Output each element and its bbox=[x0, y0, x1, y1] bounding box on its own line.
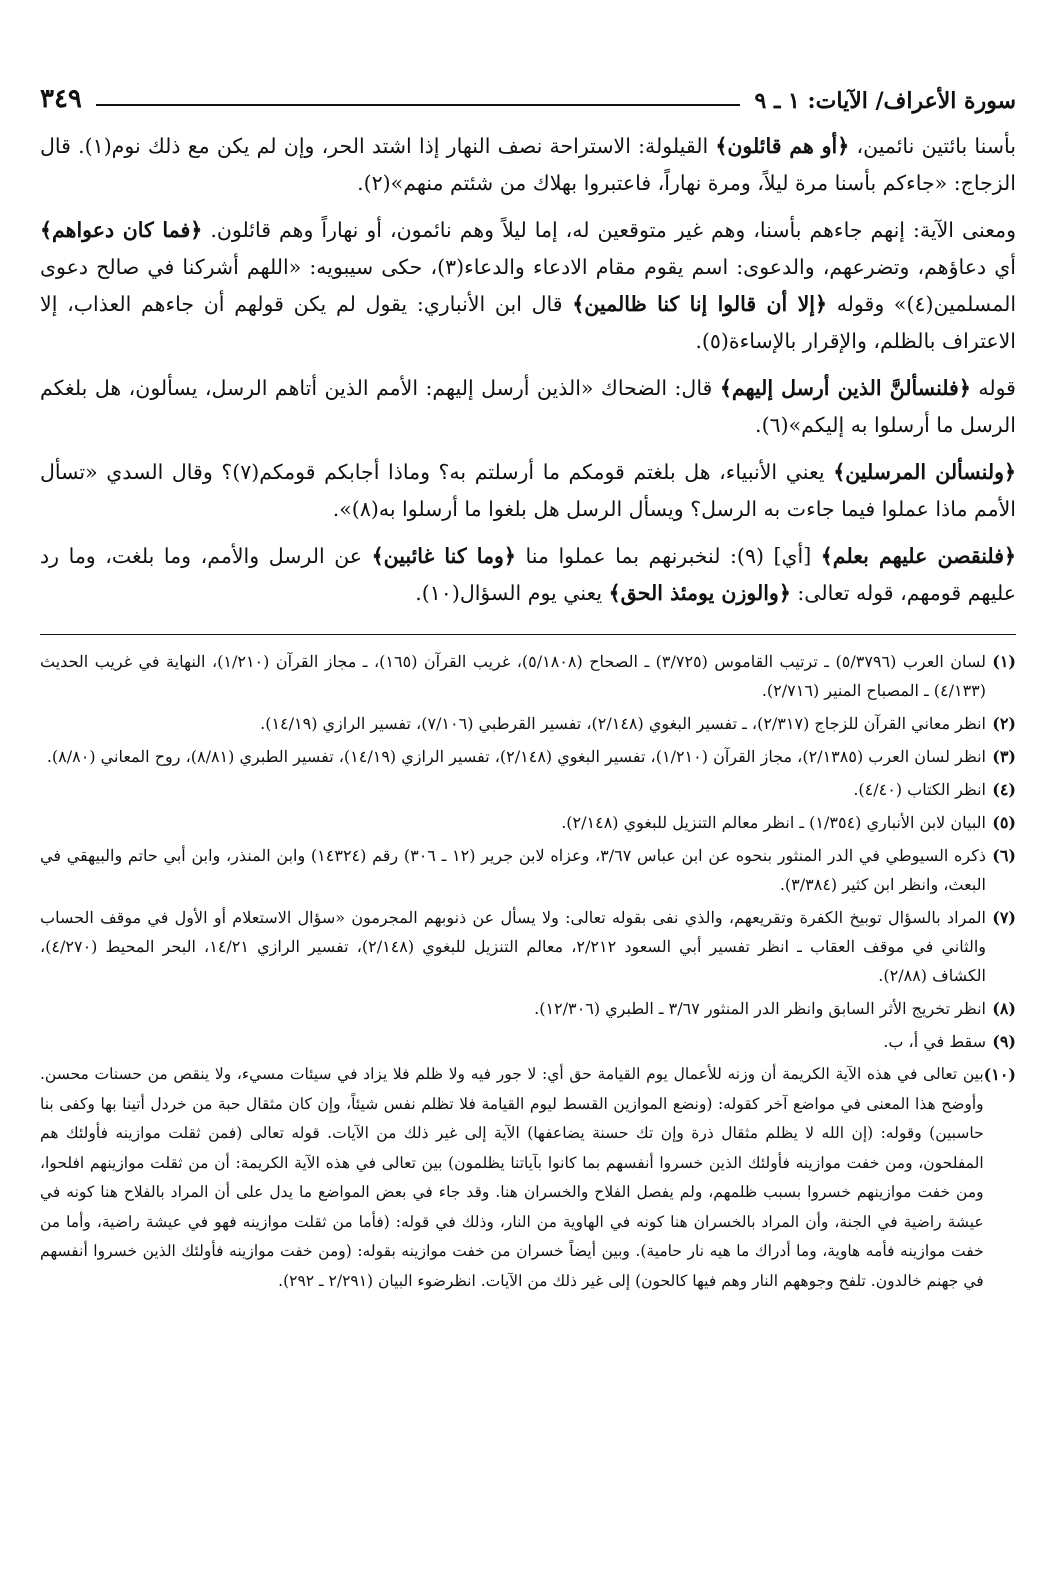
page-number: ٣٤٩ bbox=[40, 84, 82, 114]
paragraph-text: يعني يوم السؤال(١٠). bbox=[415, 581, 609, 605]
quran-quote: ﴿فلنقصن عليهم بعلم﴾ bbox=[820, 544, 1017, 568]
footnote bbox=[40, 808, 1016, 837]
footnote-number: (٤) bbox=[992, 780, 1016, 799]
footnote-text: البيان لابن الأنباري (١/٣٥٤) ـ انظر معالم التنزيل للبغوي (٢/١٤٨). bbox=[561, 813, 986, 832]
footnote-number: (٢) bbox=[992, 714, 1016, 733]
quran-quote: ﴿فلنسألنَّ الذين أرسل إليهم﴾ bbox=[719, 376, 971, 400]
paragraph-text: قال ابن الأنباري: يقول لم يكن قولهم أن جاءهم العذاب، إلا الاعتراف بالظلم، والإقرار بالإساءة(٥). bbox=[40, 292, 1016, 353]
footnote bbox=[40, 775, 1016, 804]
footnote-number: (٧) bbox=[992, 908, 1016, 927]
footnote-number: (١٠) bbox=[983, 1065, 1016, 1084]
footnote-text: انظر الكتاب (٤/٤٠). bbox=[853, 780, 986, 799]
paragraph-text: [أي] (٩): لنخبرنهم بما عملوا منا bbox=[515, 544, 821, 568]
footnote-number: (٩) bbox=[992, 1032, 1016, 1051]
quran-quote: ﴿والوزن يومئذ الحق﴾ bbox=[608, 581, 791, 605]
body-paragraph bbox=[40, 128, 1016, 202]
footnote-number: (١) bbox=[992, 652, 1016, 671]
paragraph-text: عن الرسل والأمم، وما بلغت، وما رد عليهم قومهم، قوله تعالى: bbox=[40, 544, 1016, 605]
footnote-number: (٥) bbox=[992, 813, 1016, 832]
footnotes bbox=[40, 647, 1016, 1296]
main-text bbox=[40, 128, 1016, 612]
paragraph-text: قوله bbox=[970, 376, 1016, 400]
footnote-number: (٨) bbox=[992, 999, 1016, 1018]
footnote-text: سقط في أ، ب. bbox=[883, 1032, 986, 1051]
quran-quote: ﴿وما كنا غائبين﴾ bbox=[371, 544, 516, 568]
footnote-text: انظر لسان العرب (٢/١٣٨٥)، مجاز القرآن (١/٢١٠)، تفسير البغوي (٢/١٤٨)، تفسير الرازي (١٤/١٩)، تفسير الطبري (٨/٨١)، روح المعاني (٨/٨٠). bbox=[46, 747, 986, 766]
footnote-text: انظر معاني القرآن للزجاج (٢/٣١٧)، ـ تفسير البغوي (٢/١٤٨)، تفسير القرطبي (٧/١٠٦)، تفسير الرازي (١٤/١٩). bbox=[260, 714, 986, 733]
paragraph-text: ومعنى الآية: إنهم جاءهم بأسنا، وهم غير متوقعين له، إما ليلاً وهم نائمون، أو نهاراً وهم قائلون. bbox=[202, 218, 1017, 242]
body-paragraph bbox=[40, 454, 1016, 528]
paragraph-text: أي دعاؤهم، وتضرعهم، والدعوى: اسم يقوم مقام الادعاء والدعاء(٣)، حكى سيبويه: «اللهم أشركنا في صالح دعوى المسلمين(٤)» وقوله bbox=[40, 255, 1017, 316]
footnote bbox=[40, 709, 1016, 738]
footnote bbox=[40, 903, 1016, 990]
quran-quote: ﴿أو هم قائلون﴾ bbox=[715, 134, 850, 158]
body-paragraph bbox=[40, 538, 1016, 612]
paragraph-text: يعني الأنبياء، هل بلغتم قومكم ما أرسلتم به؟ وماذا أجابكم قومكم(٧)؟ وقال السدي «تسأل الأمم ماذا عملوا فيما جاءت به الرسل؟ ويسأل الرسل هل بلغوا ما أرسلوا به(٨)». bbox=[40, 460, 1016, 521]
footnote bbox=[40, 841, 1016, 899]
quran-quote: ﴿فما كان دعواهم﴾ bbox=[40, 218, 203, 242]
footnote-number: (٦) bbox=[992, 846, 1016, 865]
footnote-text: ذكره السيوطي في الدر المنثور بنحوه عن ابن عباس ٣/٦٧، وعزاه لابن جرير (١٢ ـ ٣٠٦) رقم (١٤٣٢٤) وابن المنذر، وابن أبي حاتم والبيهقي في البعث، وانظر ابن كثير (٣/٣٨٤). bbox=[40, 846, 986, 894]
header-rule bbox=[96, 104, 741, 106]
running-header bbox=[40, 70, 1016, 114]
quran-quote: ﴿ولنسألن المرسلين﴾ bbox=[833, 460, 1016, 484]
quran-quote: ﴿إلا أن قالوا إنا كنا ظالمين﴾ bbox=[572, 292, 827, 316]
paragraph-text: القيلولة: الاستراحة نصف النهار إذا اشتد الحر، وإن لم يكن مع ذلك نوم(١). قال الزجاج: «جاءكم بأسنا مرة ليلاً، ومرة نهاراً، فاعتبروا بهلاك من شئتم منهم»(٢). bbox=[40, 134, 1016, 195]
footnote bbox=[40, 1060, 1016, 1296]
footnote-text: انظر تخريج الأثر السابق وانظر الدر المنثور ٣/٦٧ ـ الطبري (١٢/٣٠٦). bbox=[534, 999, 986, 1018]
footnote bbox=[40, 742, 1016, 771]
footnote bbox=[40, 1027, 1016, 1056]
paragraph-text: قال: الضحاك «الذين أرسل إليهم: الأمم الذين أتاهم الرسل، يسألون، هل بلغكم الرسل ما أرسلوا به إليكم»(٦). bbox=[40, 376, 1016, 437]
footnote-number: (٣) bbox=[992, 747, 1016, 766]
body-paragraph bbox=[40, 212, 1016, 360]
footnote-text: بين تعالى في هذه الآية الكريمة أن وزنه للأعمال يوم القيامة حق أي: لا جور فيه ولا ظلم فلا يزاد في سيئات مسيء، ولا ينقص من حسنات محسن. وأوضح هذا المعنى في مواضع آخر كقوله: (ونضع الموازين القسط ليوم القيامة فلا تظلم نفس شيئاً، وإن كان مثقال حبة من خردل أتينا بها وكفى بنا حاسبين) وقوله: (إن الله لا يظلم مثقال ذرة وإن تك حسنة يضاعفها) الآية إلى غير ذلك من الآيات. قوله تعالى (فمن ثقلت موازينه فأولئك هم المفلحون، ومن خفت موازينه فأولئك الذين خسروا أنفسهم بما كانوا بآياتنا يظلمون) بين تعالى في هذه الآية الكريمة: أن من ثقلت موازينهم افلحوا، ومن خفت موازينهم خسروا بسبب ظلمهم، ولم يفصل الفلاح والخسران هنا. وقد جاء في بعض المواضع ما يدل على أن المراد بالفلاح هنا كونه في عيشة راضية في الجنة، وأن المراد بالخسران هنا كونه في الهاوية من النار، وذلك في قوله: (فأما من ثقلت موازينه فهو في عيشة راضية، وأما من خفت موازينه فأمه هاوية، وما أدراك ما هيه نار حامية). وبين أيضاً خسران من خفت موازينه بقوله: (ومن خفت موازينه فأولئك الذين خسروا أنفسهم في جهنم خالدون. تلفح وجوههم النار وهم فيها كالحون) إلى غير ذلك من الآيات. انظرضوء البيان (٢/٢٩١ ـ ٢٩٢). bbox=[40, 1065, 984, 1290]
body-paragraph bbox=[40, 370, 1016, 444]
footnote-text: المراد بالسؤال توبيخ الكفرة وتقريعهم، والذي نفى بقوله تعالى: ولا يسأل عن ذنوبهم المجرمون «سؤال الاستعلام أو الأول في موقف الحساب والثاني في موقف العقاب ـ انظر تفسير أبي السعود ٢/٢١٢، معالم التنزيل للبغوي (٢/١٤٨)، تفسير الرازي ١٤/٢١، البحر المحيط (٤/٢٧٠)، الكشاف (٢/٨٨). bbox=[40, 908, 987, 985]
footnote-divider bbox=[40, 634, 1016, 635]
footnote-text: لسان العرب (٥/٣٧٩٦) ـ ترتيب القاموس (٣/٧٢٥) ـ الصحاح (٥/١٨٠٨)، غريب القرآن (١٦٥)، ـ مجاز القرآن (١/٢١٠)، النهاية في غريب الحديث (٤/١٣٣) ـ المصباح المنير (٢/٧١٦). bbox=[40, 652, 987, 700]
paragraph-text: بأسنا بائتين نائمين، bbox=[849, 134, 1016, 158]
footnote bbox=[40, 647, 1016, 705]
footnote bbox=[40, 994, 1016, 1023]
header-title: سورة الأعراف/ الآيات: ١ ـ ٩ bbox=[754, 88, 1016, 114]
